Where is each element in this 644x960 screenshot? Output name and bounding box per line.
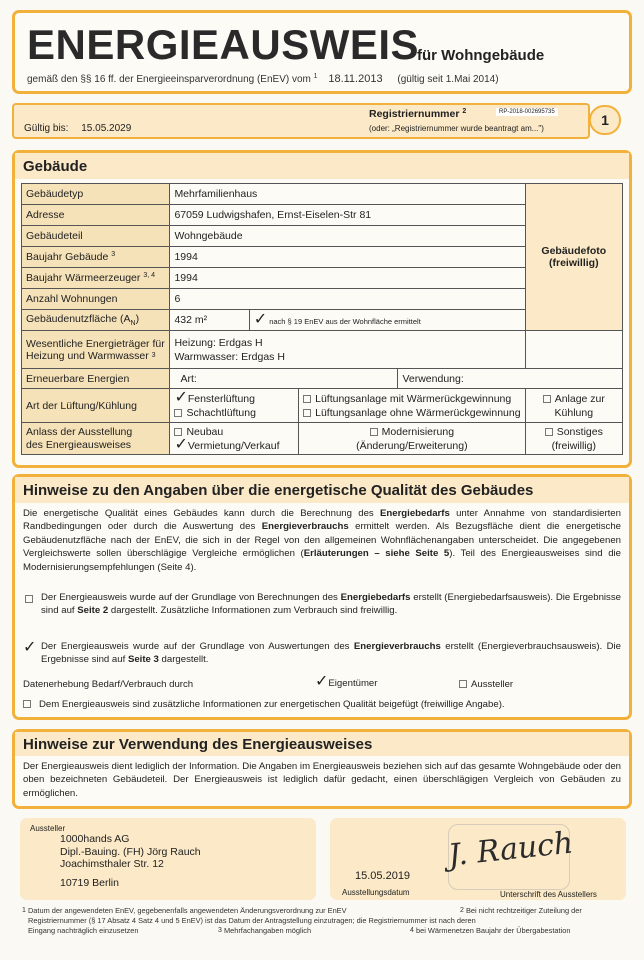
usage-title: Hinweise zur Verwendung des Energieausweises — [23, 736, 373, 753]
address-value: 67059 Ludwigshafen, Ernst-Eiselen-Str 81 — [170, 205, 525, 226]
registration-box — [12, 103, 590, 139]
ventilation-options-b: Lüftungsanlage mit Wärmerückgewinnung Lüftungsanlage ohne Wärmerückgewinnung — [299, 389, 525, 423]
year-heater-label: Baujahr Wärmeerzeuger $^{3, 4}$ — [22, 268, 170, 289]
units-value: 6 — [170, 289, 525, 310]
area-label: Gebäudenutzfläche $(A_N)$ — [22, 310, 170, 331]
document-subtitle: für Wohngebäude — [417, 47, 545, 64]
signature-label: Unterschrift des Ausstellers — [500, 890, 597, 899]
eigentuemer-check-icon: ✓ — [315, 673, 329, 690]
energy-carrier-label: Wesentliche Energieträger für Heizung und Warmwasser $^3$ — [22, 331, 170, 369]
reason-options-a: Neubau ✓Vermietung/Verkauf — [170, 423, 299, 455]
renewables-usage: Verwendung: — [398, 369, 623, 389]
kuehlung-checkbox[interactable] — [543, 395, 551, 403]
year-heater-value: 1994 — [170, 268, 525, 289]
enev-date: 18.11.2013 — [328, 73, 383, 85]
part-label: Gebäudeteil — [22, 226, 170, 247]
sonstiges-checkbox[interactable] — [545, 428, 553, 436]
registration-note: (oder: „Registriernummer wurde beantragt am...") — [369, 124, 544, 133]
registration-label: Registriernummer $^2$ — [369, 108, 467, 120]
ventilation-label: Art der Lüftung/Kühlung — [22, 389, 170, 423]
quality-paragraph-1: Die energetische Qualität eines Gebäudes kann durch die Berechnung des Energiebedarfs unter Annahme von standardisierten Randbedingungen oder durch die Auswertung des Energieverbrauchs ermittelt werden. Als Bezugsfläche dient die energetische Gebäudenutzfläche nach der EnEV, die sich in der Regel von den allgemeinen Wohnflächenangaben unterscheidet. Die angegebenen Vergleichswerte sollen überschlägige Vergleiche ermöglichen (Erläuterungen – siehe Seite 5). Teil des Energieausweises sind die Modernisierungsempfehlungen (Seite 4). — [23, 508, 621, 573]
energy-carrier-empty — [525, 331, 622, 369]
building-table — [21, 183, 623, 455]
issuer-label: Aussteller — [30, 824, 66, 833]
quality-section — [12, 474, 632, 720]
issue-date: 15.05.2019 — [355, 870, 411, 882]
year-building-label: Baujahr Gebäude $^3$ — [22, 247, 170, 268]
modernisierung-checkbox[interactable] — [370, 428, 378, 436]
valid-until: Gültig bis: 15.05.2029 — [24, 123, 132, 134]
signature: J. Rauch — [446, 825, 575, 874]
usage-section — [12, 729, 632, 809]
part-value: Wohngebäude — [170, 226, 525, 247]
validity-note: (gültig seit 1.Mai 2014) — [397, 74, 499, 85]
type-label: Gebäudetyp — [22, 184, 170, 205]
schachtlueftung-checkbox[interactable] — [174, 409, 182, 417]
signature-box — [330, 818, 626, 900]
energy-carrier-value: Heizung: Erdgas H Warmwasser: Erdgas H — [170, 331, 525, 369]
building-title: Gebäude — [23, 158, 88, 175]
aussteller-checkbox[interactable] — [459, 680, 467, 688]
reason-options-b: Modernisierung (Änderung/Erweiterung) — [299, 423, 525, 455]
fensterlueftung-check-icon: ✓ — [174, 388, 188, 406]
bedarf-option: Der Energieausweis wurde auf der Grundlage von Berechnungen des Energiebedarfs erstellt (Energiebedarfsausweis). Die Ergebnisse sind auf Seite 2 dargestellt. Zusätzliche Informationen zum Verbrauch sind freiwillig. — [23, 591, 621, 618]
document-title: ENERGIEAUSWEIS — [27, 21, 420, 68]
header-box — [12, 10, 632, 94]
verbrauch-option: ✓ Der Energieausweis wurde auf der Grundlage von Auswertungen des Energieverbrauchs erstellt (Energieverbrauchsausweis). Die Ergebnisse sind auf Seite 3 dargestellt. — [23, 639, 621, 666]
building-section — [12, 150, 632, 468]
address-label: Adresse — [22, 205, 170, 226]
renewables-label: Erneuerbare Energien — [22, 369, 170, 389]
reason-label: Anlass der Ausstellung des Energieausweises — [22, 423, 170, 455]
issuer-box — [20, 818, 316, 900]
verbrauch-check-icon: ✓ — [23, 639, 37, 656]
legal-line: gemäß den §§ 16 ff. der Energieeinsparverordnung (EnEV) vom $^1$ 18.11.2013 (gültig seit 1.Mai 2014) — [27, 73, 499, 85]
type-value: Mehrfamilienhaus — [170, 184, 525, 205]
registration-number: RP-2018-002695735 — [496, 108, 558, 116]
year-building-value: 1994 — [170, 247, 525, 268]
lueftung-mit-wrg-checkbox[interactable] — [303, 395, 311, 403]
reason-options-c: Sonstiges (freiwillig) — [525, 423, 622, 455]
area-check-icon: ✓ — [253, 311, 268, 328]
building-header-band — [15, 153, 629, 179]
ventilation-options-a: ✓Fensterlüftung Schachtlüftung — [170, 389, 299, 423]
units-label: Anzahl Wohnungen — [22, 289, 170, 310]
usage-text: Der Energieausweis dient lediglich der Information. Die Angaben im Energieausweis beziehen sich auf das gesamte Wohngebäude oder den oben bezeichneten Gebäudeteil. Der Energieausweis ist lediglich dafür gedacht, einen überschlägigen Vergleich von Gebäuden zu ermöglichen. — [23, 761, 621, 799]
extra-info-row: Dem Energieausweis sind zusätzliche Informationen zur energetischen Qualität beigefügt (freiwillige Angabe). — [23, 699, 505, 710]
lueftung-ohne-wrg-checkbox[interactable] — [303, 409, 311, 417]
data-collection-row: Datenerhebung Bedarf/Verbrauch durch ✓Eigentümer Aussteller — [23, 673, 514, 690]
issue-date-label: Ausstellungsdatum — [342, 888, 410, 897]
quality-title: Hinweise zu den Angaben über die energetische Qualität des Gebäudes — [23, 482, 534, 499]
ventilation-options-c: Anlage zur Kühlung — [525, 389, 622, 423]
area-value: 432 m² — [170, 310, 249, 331]
renewables-art: Art: — [170, 369, 398, 389]
page-number-badge: 1 — [589, 105, 621, 135]
extra-info-checkbox[interactable] — [23, 700, 31, 708]
issuer-address: 1000hands AG Dipl.-Bauing. (FH) Jörg Rauch Joachimsthaler Str. 12 10719 Berlin — [60, 833, 201, 889]
bedarf-checkbox[interactable] — [25, 595, 33, 603]
vermietung-check-icon: ✓ — [174, 435, 188, 453]
photo-placeholder: Gebäudefoto (freiwillig) — [525, 184, 622, 331]
area-note: ✓ nach § 19 EnEV aus der Wohnfläche ermittelt — [249, 310, 525, 331]
